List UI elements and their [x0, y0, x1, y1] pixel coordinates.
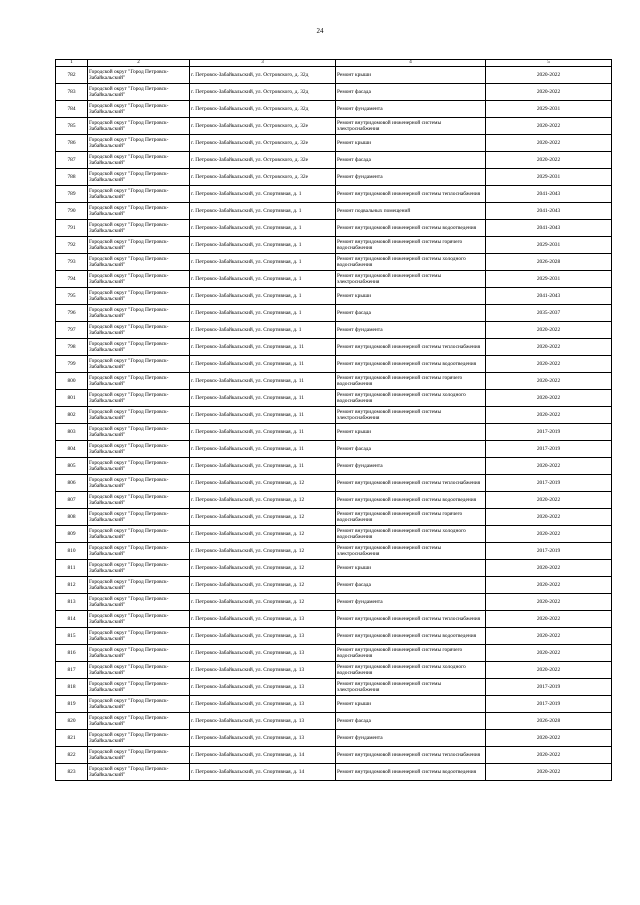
page-number: 24	[316, 27, 324, 35]
municipality: Городской округ "Город Петровск-Забайкальский"	[88, 271, 190, 288]
municipality: Городской округ "Город Петровск-Забайкальский"	[88, 186, 190, 203]
address: г. Петровск-Забайкальский, ул. Спортивная, д. 13	[190, 679, 336, 696]
work-type: Ремонт крыши	[336, 288, 486, 305]
work-type: Ремонт фундамента	[336, 322, 486, 339]
table-row	[56, 543, 612, 560]
planned-period: 2017-2019	[486, 424, 612, 441]
municipality: Городской округ "Город Петровск-Забайкальский"	[88, 475, 190, 492]
municipality: Городской округ "Город Петровск-Забайкальский"	[88, 169, 190, 186]
table-row	[56, 84, 612, 101]
municipality: Городской округ "Город Петровск-Забайкальский"	[88, 220, 190, 237]
work-type: Ремонт фасада	[336, 305, 486, 322]
header-col-3: 3	[190, 60, 336, 67]
work-type: Ремонт внутридомовой инженерной системы водоотведения	[336, 356, 486, 373]
address: г. Петровск-Забайкальский, ул. Спортивная, д. 13	[190, 645, 336, 662]
table-row	[56, 696, 612, 713]
work-type: Ремонт внутридомовой инженерной системы электроснабжения	[336, 118, 486, 135]
address: г. Петровск-Забайкальский, ул. Спортивная, д. 13	[190, 730, 336, 747]
work-type: Ремонт фундамента	[336, 594, 486, 611]
address: г. Петровск-Забайкальский, ул. Спортивная, д. 1	[190, 203, 336, 220]
work-type: Ремонт фундамента	[336, 458, 486, 475]
row-number: 795	[56, 288, 88, 305]
header-col-1: 1	[56, 60, 88, 67]
row-number: 822	[56, 747, 88, 764]
table-row	[56, 424, 612, 441]
row-number: 783	[56, 84, 88, 101]
planned-period: 2020-2022	[486, 492, 612, 509]
row-number: 790	[56, 203, 88, 220]
planned-period: 2020-2022	[486, 645, 612, 662]
municipality: Городской округ "Город Петровск-Забайкальский"	[88, 679, 190, 696]
address: г. Петровск-Забайкальский, ул. Спортивная, д. 12	[190, 475, 336, 492]
table-row	[56, 237, 612, 254]
municipality: Городской округ "Город Петровск-Забайкальский"	[88, 356, 190, 373]
address: г. Петровск-Забайкальский, ул. Спортивная, д. 12	[190, 526, 336, 543]
row-number: 792	[56, 237, 88, 254]
address: г. Петровск-Забайкальский, ул. Спортивная, д. 1	[190, 220, 336, 237]
municipality: Городской округ "Город Петровск-Забайкальский"	[88, 118, 190, 135]
planned-period: 2020-2022	[486, 67, 612, 84]
work-type: Ремонт крыши	[336, 560, 486, 577]
municipality: Городской округ "Город Петровск-Забайкальский"	[88, 67, 190, 84]
municipality: Городской округ "Город Петровск-Забайкальский"	[88, 152, 190, 169]
table-row	[56, 390, 612, 407]
planned-period: 2017-2019	[486, 696, 612, 713]
table-row	[56, 509, 612, 526]
row-number: 807	[56, 492, 88, 509]
municipality: Городской округ "Город Петровск-Забайкальский"	[88, 441, 190, 458]
work-type: Ремонт внутридомовой инженерной системы теплоснабжения	[336, 186, 486, 203]
row-number: 797	[56, 322, 88, 339]
table-row	[56, 305, 612, 322]
row-number: 815	[56, 628, 88, 645]
municipality: Городской округ "Город Петровск-Забайкальский"	[88, 390, 190, 407]
row-number: 787	[56, 152, 88, 169]
table-header	[56, 60, 612, 67]
address: г. Петровск-Забайкальский, ул. Спортивная, д. 12	[190, 560, 336, 577]
municipality: Городской округ "Город Петровск-Забайкальский"	[88, 203, 190, 220]
row-number: 803	[56, 424, 88, 441]
table-row	[56, 662, 612, 679]
row-number: 789	[56, 186, 88, 203]
table-row	[56, 288, 612, 305]
address: г. Петровск-Забайкальский, ул. Спортивная, д. 1	[190, 288, 336, 305]
row-number: 786	[56, 135, 88, 152]
address: г. Петровск-Забайкальский, ул. Спортивная, д. 12	[190, 509, 336, 526]
municipality: Городской округ "Город Петровск-Забайкальский"	[88, 526, 190, 543]
address: г. Петровск-Забайкальский, ул. Островского, д. 32е	[190, 118, 336, 135]
address: г. Петровск-Забайкальский, ул. Спортивная, д. 11	[190, 390, 336, 407]
municipality: Городской округ "Город Петровск-Забайкальский"	[88, 577, 190, 594]
table-row	[56, 526, 612, 543]
table-row	[56, 186, 612, 203]
municipality: Городской округ "Город Петровск-Забайкальский"	[88, 373, 190, 390]
header-col-2: 2	[88, 60, 190, 67]
row-number: 810	[56, 543, 88, 560]
table-row	[56, 322, 612, 339]
table-row	[56, 577, 612, 594]
address: г. Петровск-Забайкальский, ул. Островского, д. 32е	[190, 169, 336, 186]
table-row	[56, 101, 612, 118]
row-number: 801	[56, 390, 88, 407]
address: г. Петровск-Забайкальский, ул. Спортивная, д. 12	[190, 492, 336, 509]
row-number: 791	[56, 220, 88, 237]
work-type: Ремонт внутридомовой инженерной системы электроснабжения	[336, 407, 486, 424]
work-type: Ремонт внутридомовой инженерной системы электроснабжения	[336, 543, 486, 560]
municipality: Городской округ "Город Петровск-Забайкальский"	[88, 237, 190, 254]
work-type: Ремонт внутридомовой инженерной системы электроснабжения	[336, 271, 486, 288]
municipality: Городской округ "Город Петровск-Забайкальский"	[88, 662, 190, 679]
work-type: Ремонт внутридомовой инженерной системы водоотведения	[336, 628, 486, 645]
planned-period: 2041-2043	[486, 186, 612, 203]
address: г. Петровск-Забайкальский, ул. Островского, д. 32е	[190, 152, 336, 169]
work-type: Ремонт внутридомовой инженерной системы теплоснабжения	[336, 475, 486, 492]
table-row	[56, 220, 612, 237]
planned-period: 2020-2022	[486, 84, 612, 101]
table-row	[56, 152, 612, 169]
municipality: Городской округ "Город Петровск-Забайкальский"	[88, 101, 190, 118]
table-row	[56, 271, 612, 288]
work-type: Ремонт фундамента	[336, 101, 486, 118]
address: г. Петровск-Забайкальский, ул. Спортивная, д. 1	[190, 305, 336, 322]
table-body	[56, 67, 612, 781]
work-type: Ремонт фундамента	[336, 169, 486, 186]
planned-period: 2020-2022	[486, 526, 612, 543]
work-type: Ремонт внутридомовой инженерной системы водоотведения	[336, 492, 486, 509]
row-number: 809	[56, 526, 88, 543]
planned-period: 2020-2022	[486, 611, 612, 628]
address: г. Петровск-Забайкальский, ул. Спортивная, д. 1	[190, 322, 336, 339]
municipality: Городской округ "Город Петровск-Забайкальский"	[88, 764, 190, 781]
work-type: Ремонт внутридомовой инженерной системы водоотведения	[336, 220, 486, 237]
row-number: 823	[56, 764, 88, 781]
row-number: 802	[56, 407, 88, 424]
address: г. Петровск-Забайкальский, ул. Спортивная, д. 12	[190, 543, 336, 560]
work-type: Ремонт внутридомовой инженерной системы теплоснабжения	[336, 611, 486, 628]
work-type: Ремонт крыши	[336, 135, 486, 152]
work-type: Ремонт внутридомовой инженерной системы холодного водоснабжения	[336, 662, 486, 679]
planned-period: 2026-2028	[486, 713, 612, 730]
row-number: 814	[56, 611, 88, 628]
municipality: Городской округ "Город Петровск-Забайкальский"	[88, 84, 190, 101]
row-number: 794	[56, 271, 88, 288]
address: г. Петровск-Забайкальский, ул. Спортивная, д. 11	[190, 407, 336, 424]
work-type: Ремонт внутридомовой инженерной системы водоотведения	[336, 764, 486, 781]
address: г. Петровск-Забайкальский, ул. Спортивная, д. 11	[190, 339, 336, 356]
table-row	[56, 407, 612, 424]
address: г. Петровск-Забайкальский, ул. Спортивная, д. 12	[190, 577, 336, 594]
municipality: Городской округ "Город Петровск-Забайкальский"	[88, 135, 190, 152]
table-row	[56, 458, 612, 475]
address: г. Петровск-Забайкальский, ул. Островского, д. 32е	[190, 135, 336, 152]
planned-period: 2020-2022	[486, 339, 612, 356]
work-type: Ремонт подвальных помещений	[336, 203, 486, 220]
row-number: 782	[56, 67, 88, 84]
planned-period: 2020-2022	[486, 135, 612, 152]
work-type: Ремонт фасада	[336, 577, 486, 594]
work-type: Ремонт внутридомовой инженерной системы теплоснабжения	[336, 339, 486, 356]
planned-period: 2020-2022	[486, 458, 612, 475]
work-type: Ремонт внутридомовой инженерной системы теплоснабжения	[336, 747, 486, 764]
address: г. Петровск-Забайкальский, ул. Островского, д. 32д	[190, 67, 336, 84]
work-type: Ремонт внутридомовой инженерной системы электроснабжения	[336, 679, 486, 696]
municipality: Городской округ "Город Петровск-Забайкальский"	[88, 458, 190, 475]
table-row	[56, 764, 612, 781]
planned-period: 2020-2022	[486, 662, 612, 679]
planned-period: 2017-2019	[486, 543, 612, 560]
table-row	[56, 254, 612, 271]
planned-period: 2020-2022	[486, 356, 612, 373]
planned-period: 2020-2022	[486, 730, 612, 747]
municipality: Городской округ "Город Петровск-Забайкальский"	[88, 254, 190, 271]
address: г. Петровск-Забайкальский, ул. Спортивная, д. 14	[190, 764, 336, 781]
planned-period: 2017-2019	[486, 475, 612, 492]
row-number: 812	[56, 577, 88, 594]
planned-period: 2017-2019	[486, 679, 612, 696]
work-type: Ремонт крыши	[336, 424, 486, 441]
planned-period: 2020-2022	[486, 747, 612, 764]
planned-period: 2017-2019	[486, 441, 612, 458]
table-row	[56, 169, 612, 186]
row-number: 788	[56, 169, 88, 186]
row-number: 796	[56, 305, 88, 322]
planned-period: 2026-2028	[486, 254, 612, 271]
planned-period: 2041-2043	[486, 220, 612, 237]
row-number: 798	[56, 339, 88, 356]
address: г. Петровск-Забайкальский, ул. Спортивная, д. 1	[190, 271, 336, 288]
planned-period: 2041-2043	[486, 288, 612, 305]
table-row	[56, 339, 612, 356]
work-type: Ремонт крыши	[336, 696, 486, 713]
address: г. Петровск-Забайкальский, ул. Островского, д. 32д	[190, 84, 336, 101]
header-col-5: 5	[486, 60, 612, 67]
work-type: Ремонт внутридомовой инженерной системы холодного водоснабжения	[336, 526, 486, 543]
row-number: 813	[56, 594, 88, 611]
table-row	[56, 628, 612, 645]
address: г. Петровск-Забайкальский, ул. Спортивная, д. 1	[190, 186, 336, 203]
work-type: Ремонт внутридомовой инженерной системы горячего водоснабжения	[336, 237, 486, 254]
municipality: Городской округ "Город Петровск-Забайкальский"	[88, 594, 190, 611]
header-row	[56, 60, 612, 67]
planned-period: 2029-2031	[486, 271, 612, 288]
capital-repair-table	[55, 59, 612, 781]
table-row	[56, 611, 612, 628]
table-row	[56, 475, 612, 492]
address: г. Петровск-Забайкальский, ул. Спортивная, д. 11	[190, 458, 336, 475]
row-number: 793	[56, 254, 88, 271]
address: г. Петровск-Забайкальский, ул. Спортивная, д. 11	[190, 373, 336, 390]
address: г. Петровск-Забайкальский, ул. Спортивная, д. 1	[190, 237, 336, 254]
table-row	[56, 713, 612, 730]
address: г. Петровск-Забайкальский, ул. Спортивная, д. 11	[190, 356, 336, 373]
work-type: Ремонт внутридомовой инженерной системы холодного водоснабжения	[336, 390, 486, 407]
municipality: Городской округ "Город Петровск-Забайкальский"	[88, 322, 190, 339]
municipality: Городской округ "Город Петровск-Забайкальский"	[88, 628, 190, 645]
planned-period: 2041-2043	[486, 203, 612, 220]
municipality: Городской округ "Город Петровск-Забайкальский"	[88, 492, 190, 509]
row-number: 785	[56, 118, 88, 135]
municipality: Городской округ "Город Петровск-Забайкальский"	[88, 424, 190, 441]
row-number: 805	[56, 458, 88, 475]
address: г. Петровск-Забайкальский, ул. Спортивная, д. 11	[190, 441, 336, 458]
municipality: Городской округ "Город Петровск-Забайкальский"	[88, 611, 190, 628]
work-type: Ремонт фундамента	[336, 730, 486, 747]
address: г. Петровск-Забайкальский, ул. Спортивная, д. 13	[190, 696, 336, 713]
planned-period: 2020-2022	[486, 594, 612, 611]
address: г. Петровск-Забайкальский, ул. Спортивная, д. 11	[190, 424, 336, 441]
work-type: Ремонт фасада	[336, 713, 486, 730]
municipality: Городской округ "Город Петровск-Забайкальский"	[88, 713, 190, 730]
table-row	[56, 747, 612, 764]
table-row	[56, 441, 612, 458]
work-type: Ремонт крыши	[336, 67, 486, 84]
row-number: 818	[56, 679, 88, 696]
row-number: 799	[56, 356, 88, 373]
row-number: 820	[56, 713, 88, 730]
work-type: Ремонт внутридомовой инженерной системы горячего водоснабжения	[336, 373, 486, 390]
planned-period: 2020-2022	[486, 118, 612, 135]
municipality: Городской округ "Город Петровск-Забайкальский"	[88, 560, 190, 577]
planned-period: 2020-2022	[486, 373, 612, 390]
table-row	[56, 594, 612, 611]
table-row	[56, 645, 612, 662]
row-number: 811	[56, 560, 88, 577]
municipality: Городской округ "Город Петровск-Забайкальский"	[88, 645, 190, 662]
municipality: Городской округ "Город Петровск-Забайкальский"	[88, 407, 190, 424]
row-number: 821	[56, 730, 88, 747]
municipality: Городской округ "Город Петровск-Забайкальский"	[88, 730, 190, 747]
address: г. Петровск-Забайкальский, ул. Спортивная, д. 1	[190, 254, 336, 271]
planned-period: 2020-2022	[486, 152, 612, 169]
planned-period: 2029-2031	[486, 237, 612, 254]
planned-period: 2020-2022	[486, 628, 612, 645]
work-type: Ремонт фасада	[336, 441, 486, 458]
table-row	[56, 492, 612, 509]
work-type: Ремонт внутридомовой инженерной системы холодного водоснабжения	[336, 254, 486, 271]
municipality: Городской округ "Город Петровск-Забайкальский"	[88, 509, 190, 526]
municipality: Городской округ "Город Петровск-Забайкальский"	[88, 288, 190, 305]
table-row	[56, 560, 612, 577]
row-number: 800	[56, 373, 88, 390]
table-row	[56, 135, 612, 152]
planned-period: 2020-2022	[486, 322, 612, 339]
municipality: Городской округ "Город Петровск-Забайкальский"	[88, 543, 190, 560]
table-row	[56, 203, 612, 220]
planned-period: 2029-2031	[486, 169, 612, 186]
municipality: Городской округ "Город Петровск-Забайкальский"	[88, 747, 190, 764]
work-type: Ремонт внутридомовой инженерной системы горячего водоснабжения	[336, 509, 486, 526]
planned-period: 2020-2022	[486, 407, 612, 424]
address: г. Петровск-Забайкальский, ул. Спортивная, д. 13	[190, 628, 336, 645]
municipality: Городской округ "Город Петровск-Забайкальский"	[88, 305, 190, 322]
work-type: Ремонт фасада	[336, 84, 486, 101]
row-number: 784	[56, 101, 88, 118]
table-row	[56, 730, 612, 747]
planned-period: 2035-2037	[486, 305, 612, 322]
address: г. Петровск-Забайкальский, ул. Спортивная, д. 13	[190, 611, 336, 628]
address: г. Петровск-Забайкальский, ул. Спортивная, д. 12	[190, 594, 336, 611]
table-row	[56, 356, 612, 373]
table-row	[56, 118, 612, 135]
address: г. Петровск-Забайкальский, ул. Спортивная, д. 14	[190, 747, 336, 764]
address: г. Петровск-Забайкальский, ул. Островского, д. 32д	[190, 101, 336, 118]
table-row	[56, 67, 612, 84]
row-number: 808	[56, 509, 88, 526]
table-row	[56, 679, 612, 696]
row-number: 804	[56, 441, 88, 458]
planned-period: 2020-2022	[486, 577, 612, 594]
planned-period: 2020-2022	[486, 764, 612, 781]
planned-period: 2020-2022	[486, 390, 612, 407]
row-number: 816	[56, 645, 88, 662]
planned-period: 2020-2022	[486, 509, 612, 526]
municipality: Городской округ "Город Петровск-Забайкальский"	[88, 339, 190, 356]
municipality: Городской округ "Город Петровск-Забайкальский"	[88, 696, 190, 713]
table-row	[56, 373, 612, 390]
header-col-4: 4	[336, 60, 486, 67]
row-number: 806	[56, 475, 88, 492]
work-type: Ремонт фасада	[336, 152, 486, 169]
work-type: Ремонт внутридомовой инженерной системы горячего водоснабжения	[336, 645, 486, 662]
row-number: 817	[56, 662, 88, 679]
planned-period: 2029-2031	[486, 101, 612, 118]
address: г. Петровск-Забайкальский, ул. Спортивная, д. 13	[190, 662, 336, 679]
row-number: 819	[56, 696, 88, 713]
address: г. Петровск-Забайкальский, ул. Спортивная, д. 13	[190, 713, 336, 730]
planned-period: 2020-2022	[486, 560, 612, 577]
